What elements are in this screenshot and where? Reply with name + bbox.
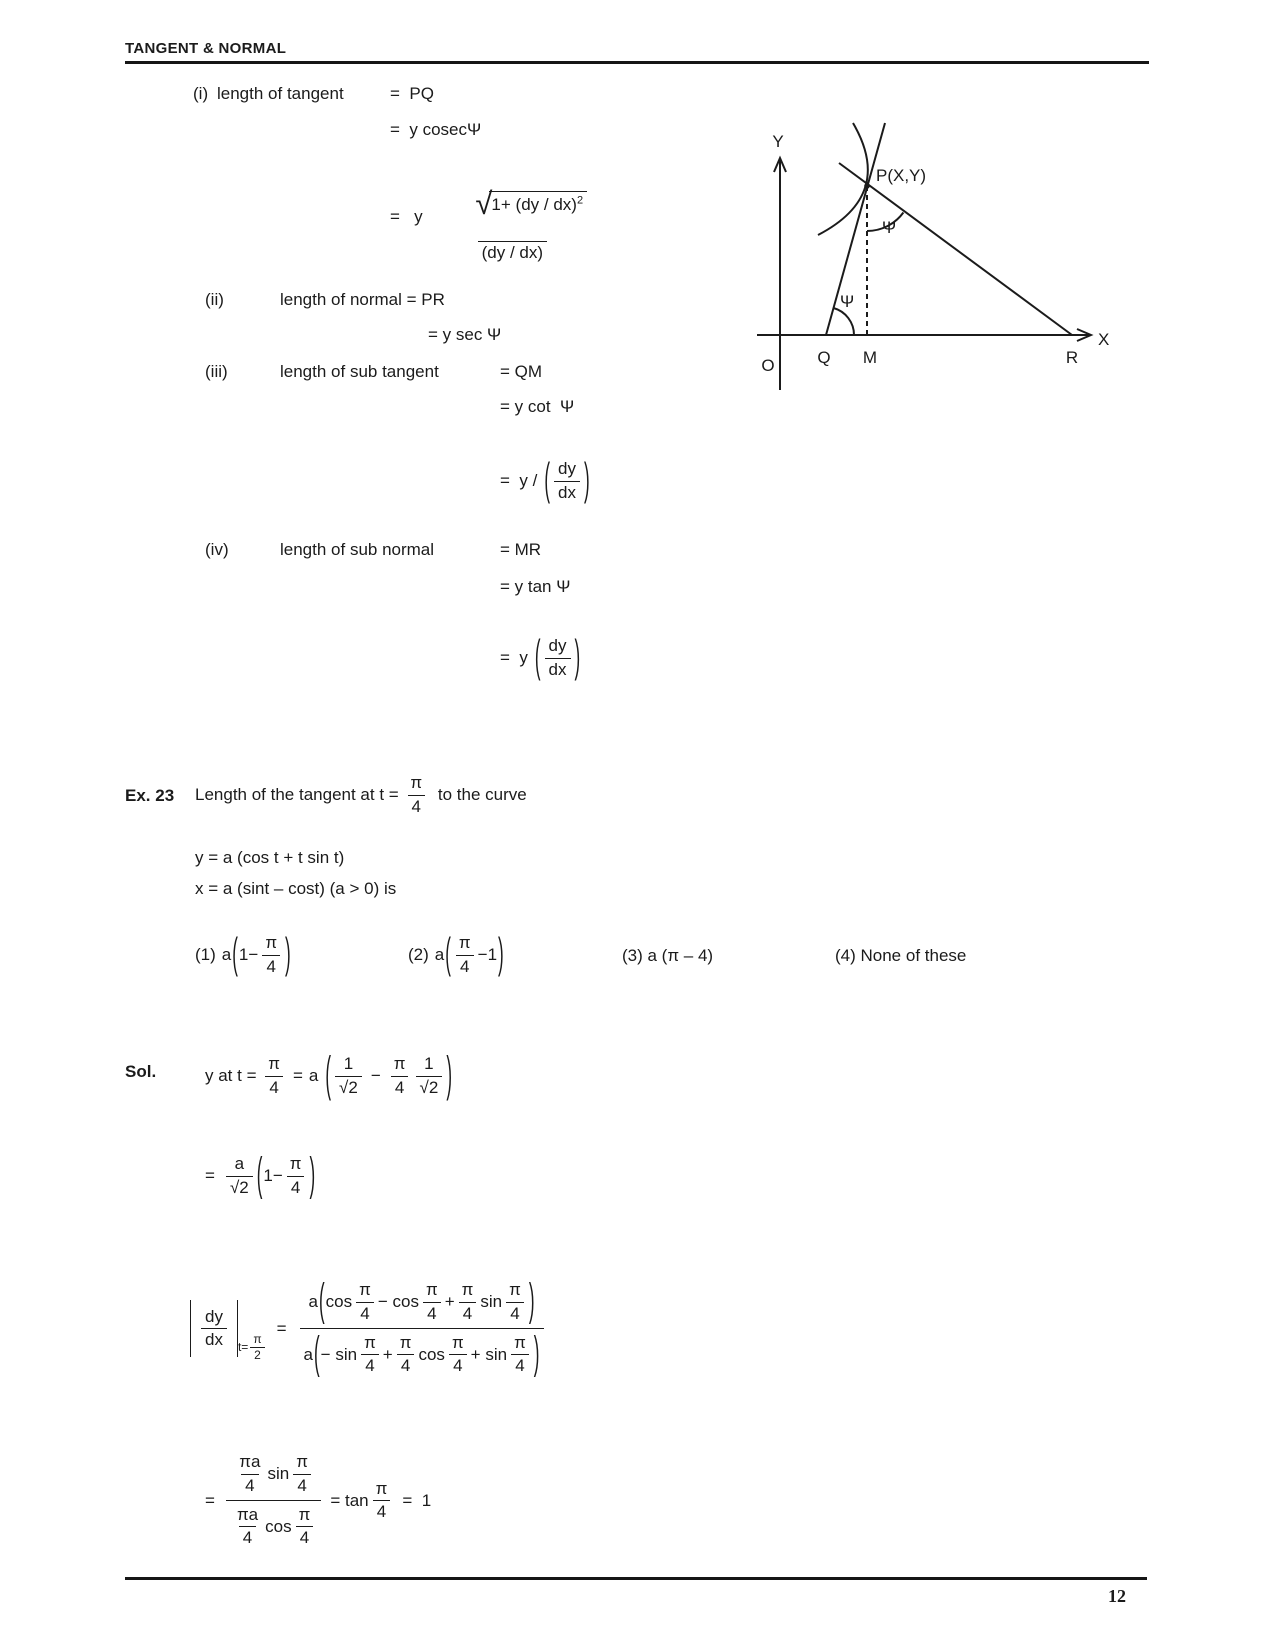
fraction-pi-4: $\frac{\pi}{4}$ (505, 1280, 525, 1324)
fraction-1-sqrt2: $\frac{1}{√2}$ (335, 1054, 362, 1098)
item-iii-eq-cot: = y cot Ψ (500, 397, 575, 416)
right-paren: ) (528, 1275, 535, 1325)
equals: = (292, 1066, 303, 1085)
radical (475, 186, 587, 222)
tangent-line (826, 123, 885, 335)
page-title: TANGENT & NORMAL (125, 40, 287, 57)
fraction-pi-4: $\frac{\pi}{4}$ (286, 1154, 306, 1198)
fraction-pi-4: $\frac{\pi}{4}$ (396, 1333, 416, 1377)
big-denominator (300, 1328, 545, 1377)
fraction-dy-dx: $\frac{dy}{dx}$ (554, 459, 580, 503)
item-iii-label: (iii) (205, 362, 228, 381)
item-i-title: length of tangent (217, 84, 344, 103)
fraction-pi-4: $\frac{\pi}{4}$ (355, 1280, 375, 1324)
coef-a: a (308, 1066, 319, 1085)
item-iv-eq-mr: = MR (500, 540, 542, 559)
solution-line-2 (205, 1142, 316, 1210)
equals: = (276, 1318, 287, 1338)
solution-label: Sol. (125, 1062, 157, 1081)
solution-line-3 (190, 1256, 547, 1401)
m-label: M (862, 348, 878, 367)
right-paren: ) (285, 930, 291, 978)
sol-l2-inner: 1− (263, 1166, 283, 1185)
example-curve-x: x = a (sint – cost) (a > 0) is (195, 879, 397, 898)
item-iv-title: length of sub normal (280, 540, 435, 559)
r-label: R (1065, 348, 1079, 367)
equals: = (205, 1166, 215, 1185)
right-paren: ) (309, 1149, 316, 1201)
left-paren: ( (318, 1275, 325, 1325)
page-number: 12 (1108, 1586, 1126, 1606)
question-post: to the curve (433, 785, 527, 804)
item-iii-title: length of sub tangent (280, 362, 439, 381)
fraction-pi-4: $\frac{\pi}{4}$ (295, 1505, 315, 1549)
fraction-pi-4: $\frac{\pi}{4}$ (448, 1333, 468, 1377)
example-label: Ex. 23 (125, 786, 175, 805)
point-p (864, 183, 870, 189)
denominator: (dy / dx) (478, 241, 547, 263)
fraction-pi-4: $\frac{\pi}{4}$ (390, 1054, 410, 1098)
left-paren: ( (314, 1328, 320, 1378)
minus-sin: − sin (320, 1344, 358, 1364)
coef-a: a (303, 1344, 313, 1364)
plus: + (444, 1291, 455, 1311)
right-paren: ) (533, 1328, 540, 1378)
right-paren: ) (583, 455, 590, 505)
normal-line (839, 163, 1072, 335)
angle-arc-at-q (834, 308, 855, 335)
option-1-inner: 1− (238, 945, 259, 964)
big-numerator (228, 1452, 319, 1500)
option-2-number: (2) (408, 945, 429, 964)
sin: sin (267, 1463, 290, 1483)
item-iii-eq-qm: = QM (500, 362, 543, 381)
minus-cos: − cos (377, 1291, 419, 1311)
fraction-pia-4: $\frac{\pi a}{4}$ (236, 1505, 259, 1548)
example-curve-y: y = a (cos t + t sin t) (195, 848, 345, 867)
solution-line-1 (205, 1042, 453, 1110)
fraction-pi-4: $\frac{\pi}{4}$ (510, 1333, 530, 1377)
minus: − (370, 1066, 381, 1085)
item-iii-eq-dydx (500, 451, 591, 511)
fraction-1-sqrt2: $\frac{1}{√2}$ (416, 1054, 443, 1098)
radical-sign: √ (475, 186, 493, 222)
radicand-text: 1+ (dy / dx) (491, 195, 577, 215)
cos: cos (325, 1291, 353, 1311)
fraction-pi-4: $\frac{\pi}{4}$ (455, 933, 475, 977)
option-1-number: (1) (195, 945, 216, 964)
item-i-label: (i) (193, 84, 209, 103)
fraction-pi-4: $\frac{\pi}{4}$ (372, 1479, 392, 1523)
option-2-inner: −1 (477, 945, 498, 964)
plus-sin: + sin (470, 1344, 508, 1364)
abs-bars (190, 1300, 238, 1358)
option-1-coef: a (221, 945, 232, 964)
fraction-a-sqrt2: $\frac{a}{√2}$ (226, 1154, 253, 1198)
fraction (434, 171, 591, 264)
y-axis-label: Y (772, 132, 784, 151)
plus: + (382, 1344, 393, 1364)
big-numerator (305, 1275, 540, 1328)
origin-label: O (761, 356, 775, 375)
equals-y: = y (500, 648, 528, 667)
option-2-coef: a (434, 945, 445, 964)
equals-y: = y (390, 207, 423, 226)
fraction-dy-dx: $\frac{dy}{dx}$ (545, 636, 571, 680)
item-ii-label: (ii) (205, 290, 224, 309)
fraction-pi-4: $\frac{\pi}{4}$ (360, 1333, 380, 1377)
equals-tan: = tan (330, 1490, 369, 1510)
footer-rule (125, 1577, 1147, 1580)
item-ii-title: length of normal = PR (280, 290, 445, 309)
equals-y-slash: = y / (500, 471, 538, 490)
fraction-pi-4: $\frac{\pi}{4}$ (292, 1452, 312, 1496)
left-paren: ( (256, 1149, 263, 1201)
option-1 (195, 927, 292, 983)
coef-a: a (308, 1291, 318, 1311)
header-rule (125, 61, 1149, 64)
q-label: Q (817, 348, 831, 367)
radicand (489, 191, 587, 215)
right-paren: ) (498, 930, 504, 978)
fraction-pia-4: $\frac{\pi a}{4}$ (239, 1452, 261, 1495)
right-paren: ) (574, 632, 581, 682)
item-i-eq-cosec: = y cosecΨ (390, 120, 482, 139)
fraction-pi-4: $\frac{\pi}{4}$ (422, 1280, 442, 1324)
left-paren: ( (544, 455, 550, 505)
item-i-eq-radical (390, 177, 594, 262)
exponent: 2 (576, 194, 584, 207)
left-paren: ( (325, 1047, 332, 1103)
tangent-normal-diagram (700, 95, 1120, 395)
p-label: P(X,Y) (876, 166, 927, 185)
fraction-pi-4: $\frac{\pi}{4}$ (264, 1054, 284, 1098)
solution-line-4 (205, 1448, 431, 1553)
big-fraction (300, 1275, 545, 1378)
option-4: (4) None of these (835, 946, 967, 965)
fraction-pi-4: $\frac{\pi}{4}$ (458, 1280, 478, 1324)
big-denominator (226, 1500, 321, 1549)
left-paren: ( (232, 930, 238, 978)
evaluation-subscript (238, 1333, 267, 1361)
x-axis-label: X (1098, 330, 1110, 349)
item-iv-eq-tan: = y tan Ψ (500, 577, 571, 596)
item-i-eq-pq: = PQ (390, 84, 434, 103)
question-pre: Length of the tangent at t = (195, 785, 404, 804)
option-3: (3) a (π – 4) (622, 946, 714, 965)
fraction-pi-4: $\frac{\pi}{4}$ (261, 933, 281, 977)
psi-at-p-label: Ψ (882, 218, 897, 237)
left-paren: ( (534, 632, 541, 682)
fraction-pi-2: $\frac{\pi}{2}$ (249, 1333, 265, 1361)
option-2 (408, 927, 505, 983)
subscript-t-equals: t= (237, 1340, 249, 1355)
left-paren: ( (445, 930, 451, 978)
right-paren: ) (446, 1047, 452, 1103)
item-ii-eq-sec: = y sec Ψ (428, 325, 502, 344)
numerator (434, 171, 591, 241)
equals-one: = 1 (402, 1490, 432, 1510)
cos: cos (265, 1516, 292, 1536)
item-iv-label: (iv) (205, 540, 229, 559)
fraction-dy-dx: $\frac{dy}{dx}$ (201, 1307, 227, 1351)
example-question-line1 (195, 764, 527, 826)
sol-l1-pre: y at t = (205, 1066, 262, 1085)
sin: sin (480, 1291, 503, 1311)
equals: = (205, 1490, 215, 1510)
fraction-pi-4: $\frac{\pi}{4}$ (406, 773, 426, 817)
psi-at-q-label: Ψ (840, 292, 855, 311)
big-fraction (226, 1452, 321, 1549)
cos: cos (418, 1344, 445, 1364)
item-iv-eq-dydx (500, 628, 581, 688)
derivative-evaluated (190, 1300, 267, 1362)
